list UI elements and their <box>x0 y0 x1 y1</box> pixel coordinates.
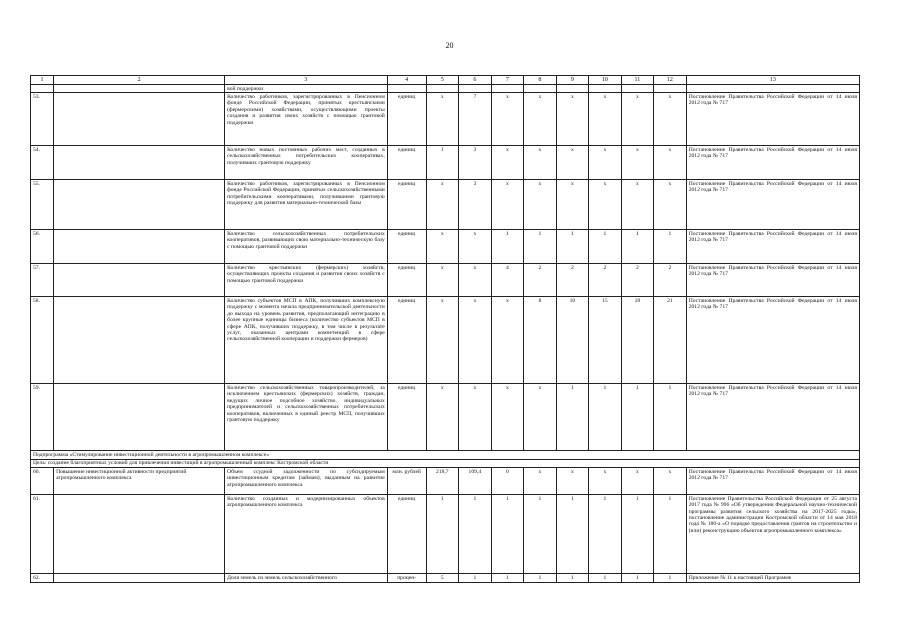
value-cell: 10 <box>556 297 589 384</box>
value-cell: 1 <box>556 495 589 574</box>
value-cell: х <box>556 146 589 180</box>
goal-row-cell: Цель: создание благоприятных условий для привлечения инвестиций в агропромышленный комплекс Костромской области <box>31 459 860 467</box>
value-cell: 8 <box>524 297 557 384</box>
value-cell: х <box>654 468 687 495</box>
unit-cell: процен- <box>387 574 426 583</box>
value-cell: 2 <box>524 264 557 297</box>
indicator-cell: Количество созданных и модернизированных объектов агропромышленного комплекса <box>225 495 388 574</box>
table-row <box>31 146 860 180</box>
value-cell: 2 <box>556 264 589 297</box>
unit-cell: единиц <box>387 180 426 230</box>
value-cell: 1 <box>654 574 687 583</box>
measure-cell <box>54 93 225 146</box>
measure-cell <box>54 297 225 384</box>
table-row <box>31 495 860 574</box>
measure-cell: Повышение инвестиционной активности предприятий агропромышленного комплекса <box>54 468 225 495</box>
header-cell: 6 <box>459 76 492 85</box>
value-cell: х <box>491 93 524 146</box>
value-cell: х <box>621 146 654 180</box>
unit-cell: единиц <box>387 230 426 264</box>
value-cell: х <box>426 297 459 384</box>
value-cell: 1 <box>491 495 524 574</box>
table-row <box>31 180 860 230</box>
unit-cell: млн. рублей <box>387 468 426 495</box>
indicator-cell: Количество работников, зарегистрированных в Пенсионном фонде Российской Федерации, принятых сельскохозяйственными потребительскими кооперативами, получившими грантовую поддержку для развития материально-технической базы <box>225 180 388 230</box>
table-row-continuation <box>31 85 860 93</box>
value-cell: х <box>426 93 459 146</box>
header-cell: 8 <box>524 76 557 85</box>
value-cell: 4 <box>491 264 524 297</box>
table-row <box>31 297 860 384</box>
source-cell: Постановление Правительства Российской Федерации от 14 июля 2012 года № 717 <box>686 384 859 451</box>
subprogram-row-cell: Подпрограмма «Стимулирование инвестиционной деятельности в агропромышленном комплексе» <box>31 451 860 459</box>
header-cell: 12 <box>654 76 687 85</box>
header-cell: 7 <box>491 76 524 85</box>
header-cell: 11 <box>621 76 654 85</box>
value-cell: х <box>621 468 654 495</box>
value-cell: х <box>524 146 557 180</box>
value-cell: х <box>654 180 687 230</box>
value-cell: 1 <box>459 495 492 574</box>
value-cell: 1 <box>556 574 589 583</box>
table-header-row <box>31 76 860 85</box>
value-cell: х <box>459 264 492 297</box>
value-cell: 2 <box>589 264 622 297</box>
measure-cell <box>54 230 225 264</box>
value-cell: 1 <box>654 230 687 264</box>
unit-cell: единиц <box>387 146 426 180</box>
page-number: 20 <box>445 41 454 50</box>
value-cell: 1 <box>556 384 589 451</box>
value-cell: х <box>524 384 557 451</box>
value-cell: х <box>589 180 622 230</box>
value-cell: 1 <box>524 495 557 574</box>
value-cell: 1 <box>589 495 622 574</box>
value-cell: х <box>654 146 687 180</box>
value-cell: 3 <box>459 146 492 180</box>
row-number-cell: 53. <box>31 93 54 146</box>
value-cell: х <box>491 146 524 180</box>
unit-cell: единиц <box>387 93 426 146</box>
source-cell: Постановление Правительства Российской Федерации от 25 августа 2017 года № 996 «Об утверждении Федеральной научно-технической программы развития сельского хозяйства на 2017-2025 годы», постановление администрации Костромской области от 14 мая 2018 года № 180-а «О порядке предоставления грантов на строительство и (или) реконструкцию объектов агропромышленного комплекса» <box>686 495 859 574</box>
value-cell: х <box>524 93 557 146</box>
value-cell: 1 <box>524 574 557 583</box>
value-cell: 1 <box>426 495 459 574</box>
source-cell: Постановление Правительства Российской Федерации от 14 июля 2012 года № 717 <box>686 180 859 230</box>
indicator-cell: Количество сельскохозяйственных товаропроизводителей, за исключением крестьянских (фермерских) хозяйств, граждан, ведущих личное подсобное хозяйство, индивидуальных предпринимателей и сельскохозяйственных потребительских кооперативов, включенных в единый реестр МСП, получивших грантовую поддержку <box>225 384 388 451</box>
source-cell: Постановление Правительства Российской Федерации от 14 июля 2012 года № 717 <box>686 146 859 180</box>
measure-cell <box>54 264 225 297</box>
value-cell: 1 <box>556 230 589 264</box>
source-cell: Постановление Правительства Российской Федерации от 14 июля 2012 года № 717 <box>686 468 859 495</box>
source-cell: Постановление Правительства Российской Федерации от 14 июля 2012 года № 717 <box>686 297 859 384</box>
value-cell: 0 <box>491 468 524 495</box>
value-cell: х <box>459 384 492 451</box>
goal-row <box>31 459 860 467</box>
value-cell: 21 <box>654 297 687 384</box>
row-number-cell: 58. <box>31 297 54 384</box>
value-cell: х <box>491 384 524 451</box>
unit-cell: единиц <box>387 264 426 297</box>
indicator-cell: Объем ссудной задолженности по субсидируемым инвестиционным кредитам (займам), выданным на развитие агропромышленного комплекса <box>225 468 388 495</box>
value-cell: х <box>459 230 492 264</box>
measure-cell <box>54 574 225 583</box>
value-cell: х <box>589 468 622 495</box>
indicators-table <box>30 75 860 583</box>
row-number-cell: 60. <box>31 468 54 495</box>
header-cell: 5 <box>426 76 459 85</box>
value-cell: 5 <box>426 574 459 583</box>
header-cell: 9 <box>556 76 589 85</box>
header-cell: 2 <box>54 76 225 85</box>
value-cell: 1 <box>459 574 492 583</box>
source-cell: Постановление Правительства Российской Федерации от 14 июля 2012 года № 717 <box>686 264 859 297</box>
row-number-cell: 57. <box>31 264 54 297</box>
value-cell: 1 <box>589 574 622 583</box>
header-cell: 4 <box>387 76 426 85</box>
value-cell: 218,7 <box>426 468 459 495</box>
table-row <box>31 230 860 264</box>
value-cell: х <box>426 230 459 264</box>
value-cell: х <box>426 180 459 230</box>
value-cell: 1 <box>426 146 459 180</box>
value-cell: х <box>556 180 589 230</box>
value-cell: 1 <box>589 384 622 451</box>
value-cell: 1 <box>491 230 524 264</box>
source-cell: Постановление Правительства Российской Федерации от 14 июля 2012 года № 717 <box>686 93 859 146</box>
value-cell: х <box>556 468 589 495</box>
source-cell: Приложение № 11 к настоящей Программе <box>686 574 859 583</box>
value-cell: х <box>589 146 622 180</box>
row-number-cell: 54. <box>31 146 54 180</box>
value-cell: х <box>524 468 557 495</box>
value-cell: х <box>654 93 687 146</box>
indicator-cell: Количество сельскохозяйственных потребительских кооперативов, развивающих свою материально-техническую базу с помощью грантовой поддержки <box>225 230 388 264</box>
unit-cell: единиц <box>387 297 426 384</box>
value-cell: 1 <box>589 230 622 264</box>
row-number-cell: 62. <box>31 574 54 583</box>
measure-cell <box>54 180 225 230</box>
header-cell: 3 <box>225 76 388 85</box>
value-cell: 1 <box>621 230 654 264</box>
header-cell: 13 <box>686 76 859 85</box>
table-row <box>31 93 860 146</box>
value-cell: 1 <box>654 495 687 574</box>
indicator-cell: Количество крестьянских (фермерских) хозяйств, осуществляющих проекты создания и развития своих хозяйств с помощью грантовой поддержки <box>225 264 388 297</box>
value-cell: х <box>524 180 557 230</box>
value-cell: 2 <box>621 264 654 297</box>
row-number-cell: 61. <box>31 495 54 574</box>
value-cell: 3 <box>459 180 492 230</box>
value-cell: 1 <box>621 495 654 574</box>
value-cell: х <box>459 297 492 384</box>
value-cell: 18 <box>621 297 654 384</box>
value-cell: х <box>491 180 524 230</box>
value-cell: 1 <box>491 574 524 583</box>
unit-cell: единиц <box>387 495 426 574</box>
header-cell: 10 <box>589 76 622 85</box>
unit-cell: единиц <box>387 384 426 451</box>
value-cell: х <box>556 93 589 146</box>
indicator-cell: Количество работников, зарегистрированных в Пенсионном фонде Российской Федерации, принятых крестьянскими (фермерскими) хозяйствами, осуществляющими проекты создания и развития своих хозяйств с помощью грантовой поддержки <box>225 93 388 146</box>
value-cell: 1 <box>621 574 654 583</box>
source-cell: Постановление Правительства Российской Федерации от 14 июля 2012 года № 717 <box>686 230 859 264</box>
indicator-cell: Количество субъектов МСП в АПК, получивших комплексную поддержку с момента начала предпринимательской деятельности до выхода на уровень развития, предполагающий интеграцию в более крупные единицы бизнеса (количество субъектов МСП в сфере АПК, получивших поддержку, в том числе в результате услуг, оказанных центрами компетенций в сфере сельскохозяйственной кооперации и поддержки фермеров) <box>225 297 388 384</box>
value-cell: х <box>589 93 622 146</box>
value-cell: 1 <box>654 384 687 451</box>
table-row <box>31 468 860 495</box>
value-cell: х <box>426 384 459 451</box>
table-row <box>31 384 860 451</box>
table-row <box>31 264 860 297</box>
value-cell: 1 <box>621 384 654 451</box>
header-cell: 1 <box>31 76 54 85</box>
indicator-cell: Количество новых постоянных рабочих мест, созданных в сельскохозяйственных потребительских кооперативах, получивших грантовую поддержку <box>225 146 388 180</box>
measure-cell <box>54 146 225 180</box>
value-cell: х <box>621 180 654 230</box>
value-cell: х <box>491 297 524 384</box>
value-cell: 2 <box>654 264 687 297</box>
measure-cell <box>54 495 225 574</box>
row-number-cell: 56. <box>31 230 54 264</box>
table-row <box>31 574 860 583</box>
row-number-cell: 55. <box>31 180 54 230</box>
value-cell: 109,4 <box>459 468 492 495</box>
row-number-cell: 59. <box>31 384 54 451</box>
indicator-cell: Доля земель из земель сельскохозяйственного <box>225 574 388 583</box>
value-cell: 1 <box>524 230 557 264</box>
measure-cell <box>54 384 225 451</box>
indicator-cell: вой поддержки <box>225 85 388 93</box>
value-cell: х <box>621 93 654 146</box>
subprogram-row <box>31 451 860 459</box>
value-cell: 15 <box>589 297 622 384</box>
value-cell: х <box>426 264 459 297</box>
value-cell: 7 <box>459 93 492 146</box>
